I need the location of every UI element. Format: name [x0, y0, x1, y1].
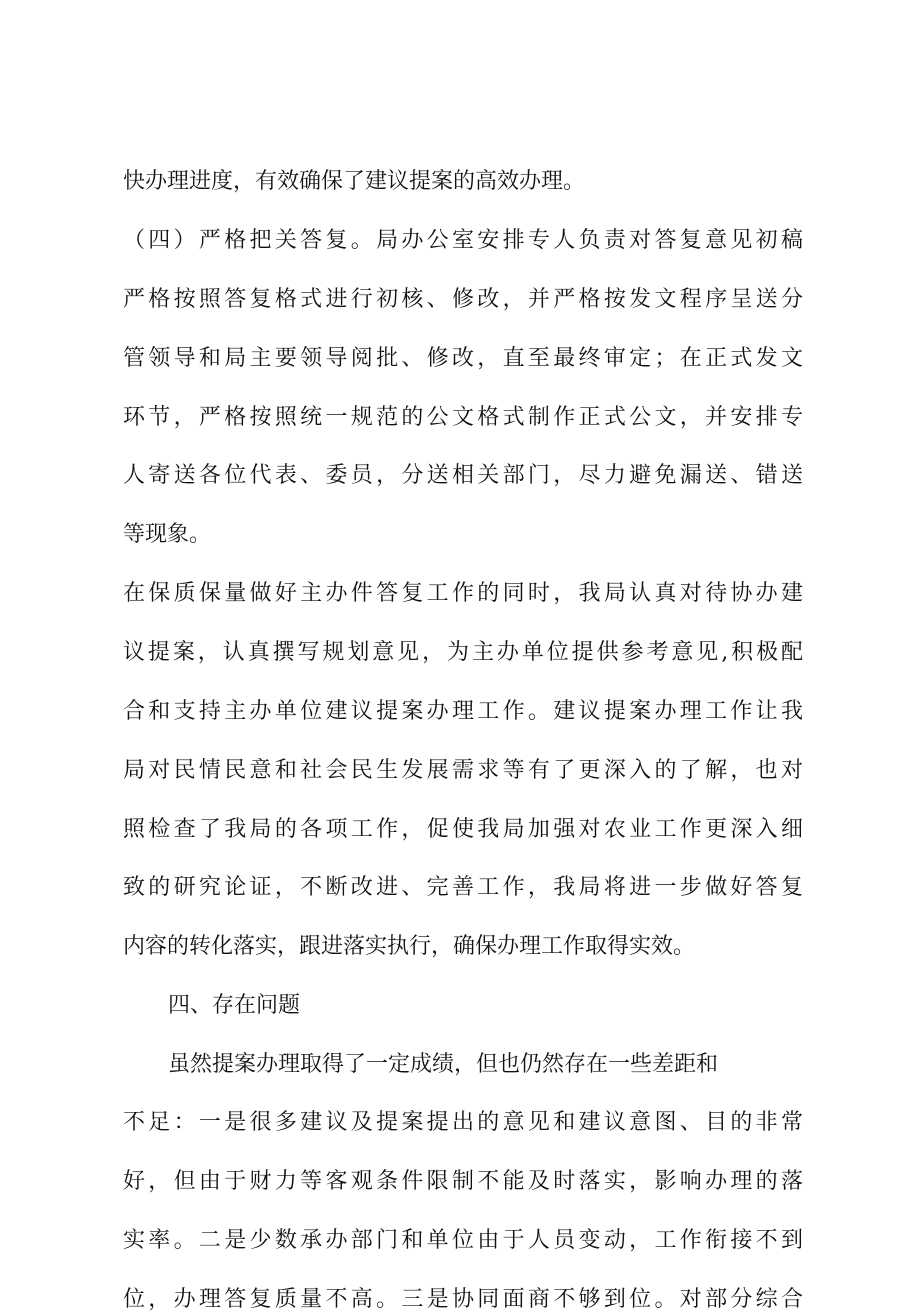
paragraph-line: 在保质保量做好主办件答复工作的同时，我局认真对待协办建	[123, 581, 803, 606]
paragraph-line: 不足：一是很多建议及提案提出的意见和建议意图、目的非常	[123, 1110, 803, 1135]
paragraph-line: 环节，严格按照统一规范的公文格式制作正式公文，并安排专	[123, 405, 803, 430]
paragraph-line: 快办理进度，有效确保了建议提案的高效办理。	[123, 169, 586, 194]
paragraph-line: 实率。二是少数承办部门和单位由于人员变动，工作衔接不到	[123, 1228, 803, 1253]
paragraph-line: 内容的转化落实，跟进落实执行，确保办理工作取得实效。	[123, 934, 696, 959]
paragraph-line: 虽然提案办理取得了一定成绩，但也仍然存在一些差距和	[168, 1052, 719, 1077]
paragraph-line: 人寄送各位代表、委员，分送相关部门，尽力避免漏送、错送	[123, 463, 803, 488]
paragraph-line: 严格按照答复格式进行初核、修改，并严格按发文程序呈送分	[123, 287, 803, 312]
paragraph-line: （四）严格把关答复。局办公室安排专人负责对答复意见初稿	[123, 228, 803, 253]
paragraph-line: 致的研究论证，不断改进、完善工作，我局将进一步做好答复	[123, 875, 803, 900]
paragraph-line: 合和支持主办单位建议提案办理工作。建议提案办理工作让我	[123, 699, 803, 724]
paragraph-line: 照检查了我局的各项工作，促使我局加强对农业工作更深入细	[123, 817, 803, 842]
paragraph-line: 好，但由于财力等客观条件限制不能及时落实，影响办理的落	[123, 1169, 803, 1194]
section-heading: 四、存在问题	[168, 993, 301, 1018]
paragraph-line: 管领导和局主要领导阅批、修改，直至最终审定；在正式发文	[123, 346, 803, 371]
paragraph-line: 局对民情民意和社会民生发展需求等有了更深入的了解，也对	[123, 758, 803, 783]
paragraph-line: 等现象。	[123, 522, 212, 547]
paragraph-line: 位，办理答复质量不高。三是协同面商不够到位。对部分综合	[123, 1287, 803, 1312]
paragraph-line: 议提案，认真撰写规划意见，为主办单位提供参考意见,积极配	[123, 640, 803, 665]
